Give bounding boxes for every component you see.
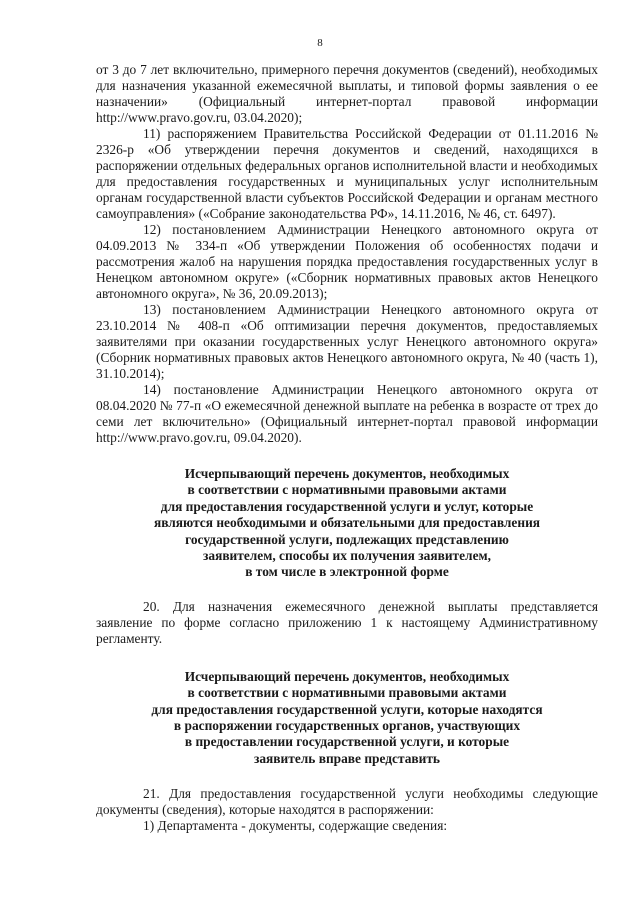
heading-line: государственной услуги, подлежащих представлению xyxy=(185,531,509,547)
heading-line: в предоставлении государственной услуги, и которые xyxy=(184,734,510,750)
paragraph-item-21-1: 1) Департамента - документы, содержащие сведения: xyxy=(143,818,448,834)
paragraph-item-13: 13) постановлением Администрации Ненецкого автономного округа от 23.10.2014 № 408-п «Об оптимизации перечня документов, предоставляемых заявителями при оказании государственных услуг Ненецкого автономного округа» (Сборник нормативных правовых актов Ненецкого автономного округа, № 40 (часть 1), 31.10.2014); xyxy=(96,302,598,381)
paragraph-item-11: 11) распоряжением Правительства Российской Федерации от 01.11.2016 № 2326-р «Об утверждении перечня документов и сведений, находящихся в распоряжении отдельных федеральных органов исполнительной власти и необходимых для предоставления государственных и муниципальных услуг исполнительным органам государственной власти субъектов Российской Федерации и органам местного самоуправления» («Собрание законодательства РФ», 14.11.2016, № 46, ст. 6497). xyxy=(96,126,598,221)
heading-line: являются необходимыми и обязательными для предоставления xyxy=(153,515,541,531)
heading-line: Исчерпывающий перечень документов, необходимых xyxy=(184,668,510,684)
heading-line: для предоставления государственной услуги, которые находятся xyxy=(151,701,543,717)
heading-line: в соответствии с нормативными правовыми актами xyxy=(187,685,507,701)
heading-line: в том числе в электронной форме xyxy=(245,564,449,580)
heading-line: Исчерпывающий перечень документов, необходимых xyxy=(184,466,510,481)
paragraph-item-21: 21. Для предоставления государственной услуги необходимы следующие документы (сведения), которые находятся в распоряжении: xyxy=(96,786,598,818)
section-heading-documents-required xyxy=(96,466,598,581)
document-body xyxy=(96,62,598,834)
heading-line: для предоставления государственной услуги и услуг, которые xyxy=(160,498,534,514)
heading-line: в соответствии с нормативными правовыми актами xyxy=(187,482,507,498)
heading-line: в распоряжении государственных органов, участвующих xyxy=(173,718,521,734)
heading-line: заявитель вправе представить xyxy=(253,750,441,766)
page-number: 8 xyxy=(317,37,323,49)
heading-line: заявителем, способы их получения заявителем, xyxy=(203,548,491,564)
paragraph-item-14: 14) постановление Администрации Ненецкого автономного округа от 08.04.2020 № 77-п «О ежемесячной денежной выплате на ребенка в возрасте от трех до семи лет включительно» (Официальный интернет-портал правовой информации http://www.pravo.gov.ru, 09.04.2020). xyxy=(96,382,598,445)
paragraph-continuation: от 3 до 7 лет включительно, примерного перечня документов (сведений), необходимых для назначения указанной ежемесячной выплаты, и типовой формы заявления о ее назначении» (Официальный интернет-портал правовой информации http://www.pravo.gov.ru, 03.04.2020); xyxy=(96,62,598,125)
section-heading-documents-in-agencies xyxy=(96,669,598,767)
paragraph-item-20: 20. Для назначения ежемесячного денежной выплаты представляется заявление по форме согласно приложению 1 к настоящему Административному регламенту. xyxy=(96,598,598,646)
paragraph-item-12: 12) постановлением Администрации Ненецкого автономного округа от 04.09.2013 № 334-п «Об утверждении Положения об особенностях подачи и рассмотрения жалоб на нарушения порядка предоставления государственных услуг в Ненецком автономном округе» («Сборник нормативных правовых актов Ненецкого автономного округа», № 36, 20.09.2013); xyxy=(96,222,598,301)
